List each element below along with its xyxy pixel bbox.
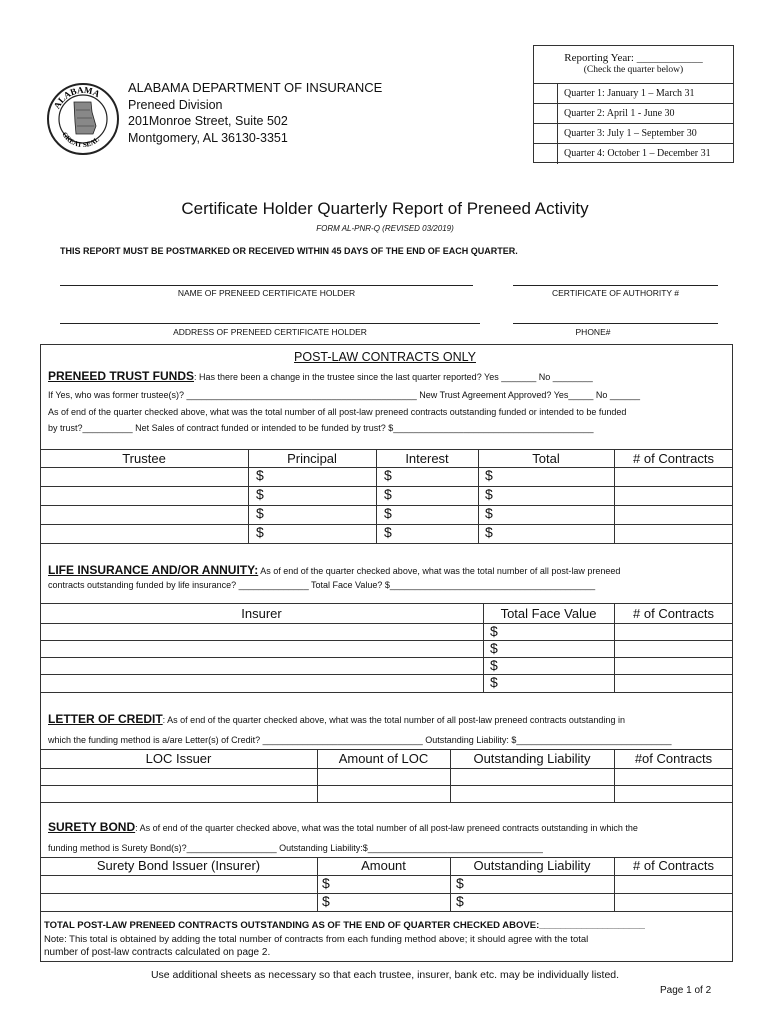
- letter-of-credit-title: LETTER OF CREDIT: [48, 712, 163, 726]
- trust-funds-title: PRENEED TRUST FUNDS: [48, 369, 195, 383]
- agency-address-block: [128, 80, 382, 146]
- trust-total-4[interactable]: $: [485, 524, 493, 540]
- trust-total-3[interactable]: $: [485, 505, 493, 521]
- quarter-1-row[interactable]: [534, 83, 733, 104]
- quarter-1-label: Quarter 1: January 1 – March 31: [564, 88, 695, 99]
- trust-interest-3[interactable]: $: [384, 505, 392, 521]
- bond-liability-2[interactable]: $: [456, 893, 464, 909]
- quarter-3-checkbox[interactable]: [534, 124, 558, 144]
- certificate-label: CERTIFICATE OF AUTHORITY #: [551, 288, 680, 298]
- trust-interest-4[interactable]: $: [384, 524, 392, 540]
- quarter-2-row[interactable]: [534, 103, 733, 124]
- trust-principal-3[interactable]: $: [256, 505, 264, 521]
- trust-col-trustee: Trustee: [122, 451, 166, 466]
- trust-principal-2[interactable]: $: [256, 486, 264, 502]
- holder-name-input[interactable]: [60, 285, 473, 286]
- life-insurance-title: LIFE INSURANCE AND/OR ANNUITY:: [48, 563, 259, 577]
- quarter-3-row[interactable]: [534, 123, 733, 144]
- bond-amount-2[interactable]: $: [322, 893, 330, 909]
- reporting-quarter-box: [533, 45, 734, 163]
- total-note-1: Note: This total is obtained by adding the total number of contracts from each funding method above; it should agree with the total: [44, 934, 589, 945]
- certificate-input[interactable]: [513, 285, 718, 286]
- agency-street: 201Monroe Street, Suite 502: [128, 114, 288, 128]
- address-label: ADDRESS OF PRENEED CERTIFICATE HOLDER: [173, 327, 367, 337]
- trust-col-total: Total: [532, 451, 560, 466]
- svg-text:GREAT SEAL: GREAT SEAL: [60, 130, 102, 150]
- life-question-1: LIFE INSURANCE AND/OR ANNUITY: As of end of the quarter checked above, what was the total number of all post-law preneed: [48, 563, 621, 577]
- life-face-3[interactable]: $: [490, 657, 498, 673]
- svg-text:ALABAMA: ALABAMA: [51, 84, 102, 111]
- bond-col-liability: Outstanding Liability: [473, 858, 591, 873]
- agency-division: Preneed Division: [128, 97, 223, 112]
- page-number: Page 1 of 2: [660, 985, 712, 996]
- trust-total-1[interactable]: $: [485, 467, 493, 483]
- total-contracts-line[interactable]: TOTAL POST-LAW PRENEED CONTRACTS OUTSTANDING AS OF THE END OF QUARTER CHECKED ABOVE:____________________: [44, 920, 645, 931]
- reporting-year-field[interactable]: Reporting Year: ____________: [564, 52, 703, 64]
- life-col-face-value: Total Face Value: [500, 606, 597, 621]
- loc-col-contracts: #of Contracts: [634, 751, 713, 766]
- trust-interest-1[interactable]: $: [384, 467, 392, 483]
- quarter-2-checkbox[interactable]: [534, 104, 558, 124]
- additional-sheets-note: Use additional sheets as necessary so that each trustee, insurer, bank etc. may be individually listed.: [150, 969, 620, 981]
- life-col-contracts: # of Contracts: [633, 606, 714, 621]
- trust-col-contracts: # of Contracts: [633, 451, 714, 466]
- quarter-4-row[interactable]: [534, 143, 733, 164]
- loc-question-1: LETTER OF CREDIT: As of end of the quarter checked above, what was the total number of all post-law preneed contracts outstanding in: [48, 712, 625, 726]
- bond-col-amount: Amount: [361, 858, 406, 873]
- bond-amount-1[interactable]: $: [322, 875, 330, 891]
- quarter-1-checkbox[interactable]: [534, 84, 558, 104]
- life-face-2[interactable]: $: [490, 640, 498, 656]
- life-question-2: contracts outstanding funded by life insurance? ______________ Total Face Value? $_________________________________________: [48, 580, 596, 590]
- loc-col-issuer: LOC Issuer: [145, 751, 212, 766]
- loc-col-amount: Amount of LOC: [338, 751, 429, 766]
- bond-question-1: SURETY BOND: As of end of the quarter checked above, what was the total number of all post-law preneed contracts outstanding in which the: [48, 820, 638, 834]
- phone-label: PHONE#: [575, 327, 611, 337]
- trust-col-interest: Interest: [405, 451, 449, 466]
- quarter-2-label: Quarter 2: April 1 - June 30: [564, 108, 675, 119]
- trust-col-principal: Principal: [287, 451, 337, 466]
- loc-question-2: which the funding method is a/are Letter(s) of Credit? ________________________________ Outstanding Liability: $_______________________________: [48, 735, 672, 745]
- agency-name: ALABAMA DEPARTMENT OF INSURANCE: [128, 80, 383, 95]
- trust-principal-1[interactable]: $: [256, 467, 264, 483]
- trust-question-3b: by trust?__________ Net Sales of contract funded or intended to be funded by trust? $________________________________________: [48, 423, 594, 433]
- bond-col-issuer: Surety Bond Issuer (Insurer): [96, 858, 261, 873]
- page-title: Certificate Holder Quarterly Report of Preneed Activity: [181, 199, 589, 218]
- address-input[interactable]: [60, 323, 480, 324]
- post-law-heading: POST-LAW CONTRACTS ONLY: [294, 350, 476, 364]
- trust-principal-4[interactable]: $: [256, 524, 264, 540]
- agency-city: Montgomery, AL 36130-3351: [128, 130, 288, 145]
- quarter-4-checkbox[interactable]: [534, 144, 558, 164]
- quarter-3-label: Quarter 3: July 1 – September 30: [564, 128, 697, 139]
- life-face-1[interactable]: $: [490, 623, 498, 639]
- bond-liability-1[interactable]: $: [456, 875, 464, 891]
- bond-col-contracts: # of Contracts: [633, 858, 714, 873]
- life-face-4[interactable]: $: [490, 674, 498, 690]
- bond-question-2: funding method is Surety Bond(s)?__________________ Outstanding Liability:$___________________________________: [48, 843, 543, 853]
- alabama-seal-logo: [46, 82, 120, 156]
- trust-interest-2[interactable]: $: [384, 486, 392, 502]
- deadline-notice: THIS REPORT MUST BE POSTMARKED OR RECEIVED WITHIN 45 DAYS OF THE END OF EACH QUARTER.: [60, 246, 518, 256]
- life-col-insurer: Insurer: [241, 606, 282, 621]
- total-note-2: number of post-law contracts calculated on page 2.: [44, 947, 271, 958]
- trust-question-3a: As of end of the quarter checked above, what was the total number of all post-law preneed contracts outstanding funded or intended to be funded: [48, 407, 627, 417]
- trust-question-2: If Yes, who was former trustee(s)? ______________________________________________ New Trust Agreement Approved? Yes_____ No ______: [48, 390, 640, 400]
- trust-total-2[interactable]: $: [485, 486, 493, 502]
- surety-bond-title: SURETY BOND: [48, 820, 136, 834]
- phone-input[interactable]: [513, 323, 718, 324]
- quarter-4-label: Quarter 4: October 1 – December 31: [564, 148, 711, 159]
- form-number: FORM AL-PNR-Q (REVISED 03/2019): [316, 224, 454, 233]
- reporting-instruction: (Check the quarter below): [583, 65, 684, 75]
- loc-col-liability: Outstanding Liability: [473, 751, 591, 766]
- holder-name-label: NAME OF PRENEED CERTIFICATE HOLDER: [177, 288, 356, 298]
- trust-question-1: PRENEED TRUST FUNDS: Has there been a change in the trustee since the last quarter reported? Yes _______ No ________: [48, 369, 593, 383]
